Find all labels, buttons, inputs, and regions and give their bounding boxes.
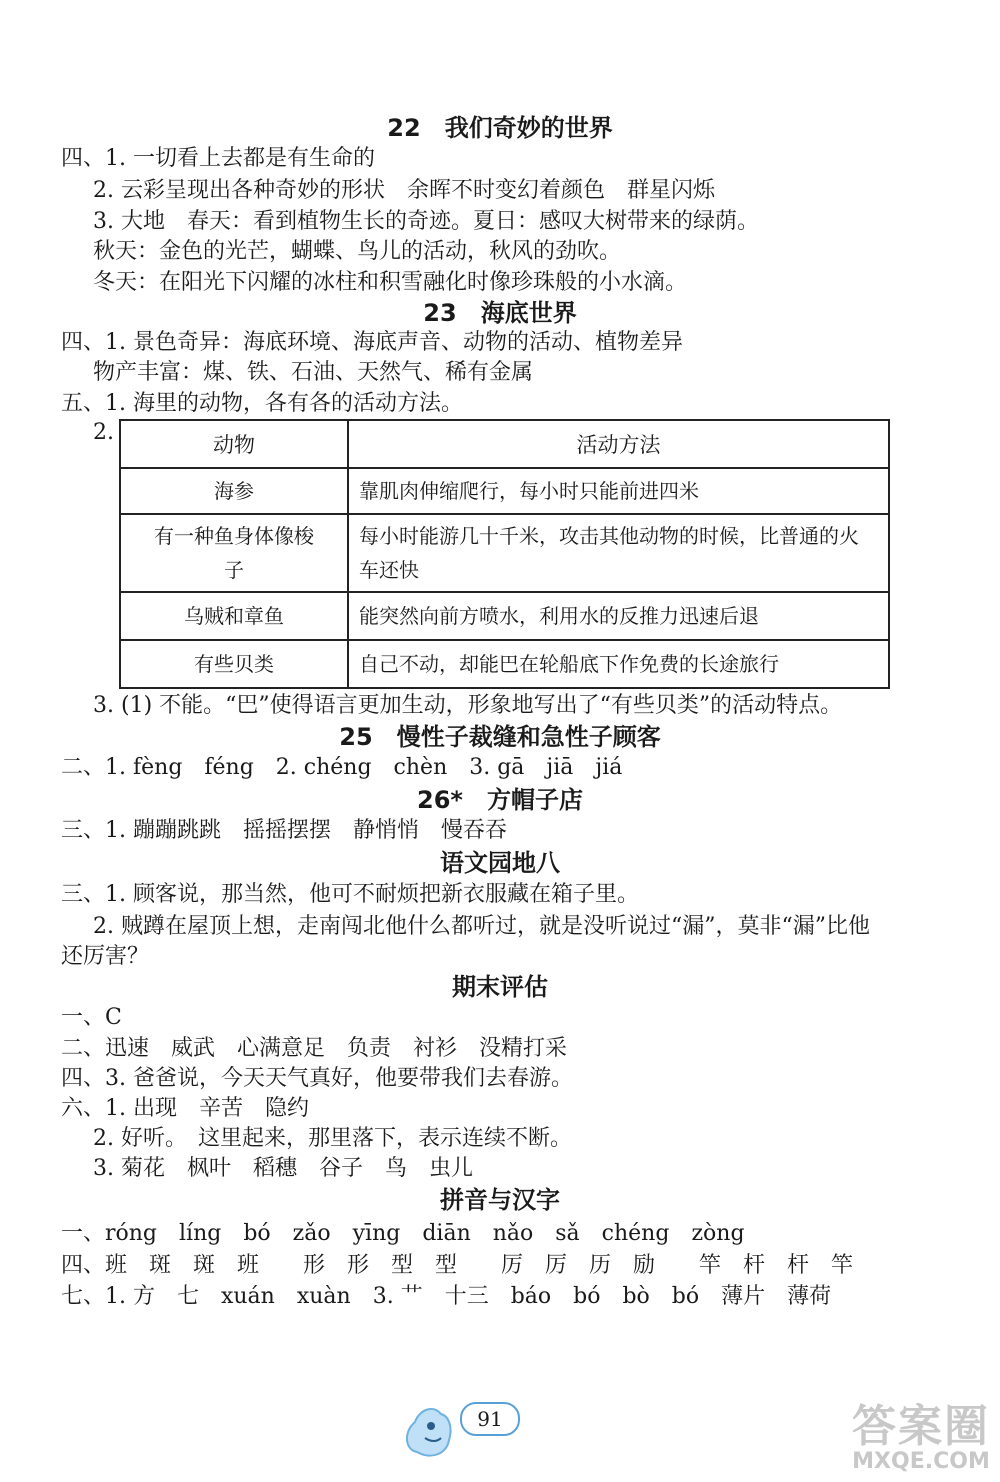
answer-line: 3. 大地 春天：看到植物生长的奇迹。夏日：感叹大树带来的绿荫。 [93, 209, 759, 234]
section-title-25: 25 慢性子裁缝和急性子顾客 [339, 723, 661, 751]
answer-line: 七、1. 方 七 xuán xuàn 3. 艹 十三 báo bó bò bó 薄片 薄荷 [61, 1284, 832, 1309]
answer-line: 三、1. 蹦蹦跳跳 摇摇摆摆 静悄悄 慢吞吞 [61, 818, 507, 843]
table-cell-method: 靠肌肉伸缩爬行，每小时只能前进四米 [348, 468, 889, 514]
answer-line: 二、1. fèng féng 2. chéng chèn 3. gā jiā jiá [61, 755, 623, 780]
answer-line: 四、3. 爸爸说，今天天气真好，他要带我们去春游。 [61, 1066, 573, 1091]
answer-line: 二、迅速 威武 心满意足 负责 衬衫 没精打采 [61, 1036, 568, 1061]
table-cell-animal: 有一种鱼身体像梭子 [120, 514, 348, 592]
table-cell-method: 能突然向前方喷水，利用水的反推力迅速后退 [348, 592, 889, 640]
watermark [852, 1401, 990, 1474]
table-row [120, 640, 889, 688]
page-number: 91 [460, 1402, 520, 1436]
table-cell-method: 自己不动，却能巴在轮船底下作免费的长途旅行 [348, 640, 889, 688]
section-title-qimo-pinggu: 期末评估 [452, 973, 548, 1001]
answer-line: 一、C [61, 1005, 122, 1030]
answer-line: 四、班 斑 斑 班 形 形 型 型 厉 厉 历 励 竿 杆 杆 竿 [61, 1253, 854, 1278]
answer-line: 五、1. 海里的动物，各有各的活动方法。 [61, 391, 463, 416]
section-title-26: 26* 方帽子店 [417, 786, 583, 814]
answer-line: 2. 贼蹲在屋顶上想，走南闯北他什么都听过，就是没听说过“漏”，莫非“漏”比他 [93, 914, 870, 939]
table-cell-animal: 有些贝类 [120, 640, 348, 688]
table-row [120, 468, 889, 514]
cartoon-mascot-icon [395, 1392, 475, 1472]
answer-line: 四、1. 景色奇异：海底环境、海底声音、动物的活动、植物差异 [61, 330, 683, 355]
table-cell-animal: 海参 [120, 468, 348, 514]
watermark-url: MXQE.COM [852, 1449, 990, 1474]
answer-line: 2. 云彩呈现出各种奇妙的形状 余晖不时变幻着颜色 群星闪烁 [93, 178, 715, 203]
table-header-method: 活动方法 [348, 420, 889, 468]
answer-line: 一、róng líng bó zǎo yīng diān nǎo sǎ chéng zòng [61, 1221, 745, 1246]
section-title-yuwen-yuandi: 语文园地八 [440, 849, 560, 877]
animal-activity-table [119, 419, 890, 689]
table-header-animal: 动物 [120, 420, 348, 468]
answer-line: 2. [93, 420, 114, 445]
answer-line: 3. (1) 不能。“巴”使得语言更加生动，形象地写出了“有些贝类”的活动特点。 [93, 693, 843, 718]
answer-line: 四、1. 一切看上去都是有生命的 [61, 146, 375, 171]
answer-line: 3. 菊花 枫叶 稻穗 谷子 鸟 虫儿 [93, 1156, 473, 1181]
table-header-row [120, 420, 889, 468]
table-cell-method: 每小时能游几十千米，攻击其他动物的时候，比普通的火车还快 [348, 514, 889, 592]
section-title-pinyin-hanzi: 拼音与汉字 [440, 1186, 560, 1214]
section-title-22: 22 我们奇妙的世界 [387, 114, 613, 142]
answer-line: 三、1. 顾客说，那当然，他可不耐烦把新衣服藏在箱子里。 [61, 882, 639, 907]
answer-line: 六、1. 出现 辛苦 隐约 [61, 1096, 309, 1121]
answer-line: 物产丰富：煤、铁、石油、天然气、稀有金属 [93, 360, 534, 385]
answer-line: 还厉害？ [61, 944, 150, 969]
answer-line: 秋天：金色的光芒，蝴蝶、鸟儿的活动，秋风的劲吹。 [93, 239, 622, 264]
table-row [120, 592, 889, 640]
watermark-title: 答案圈 [852, 1401, 990, 1452]
table-cell-animal: 乌贼和章鱼 [120, 592, 348, 640]
answer-line: 冬天：在阳光下闪耀的冰柱和积雪融化时像珍珠般的小水滴。 [93, 270, 688, 295]
table-row [120, 514, 889, 592]
answer-line: 2. 好听。 这里起来，那里落下，表示连续不断。 [93, 1126, 572, 1151]
section-title-23: 23 海底世界 [423, 299, 577, 327]
